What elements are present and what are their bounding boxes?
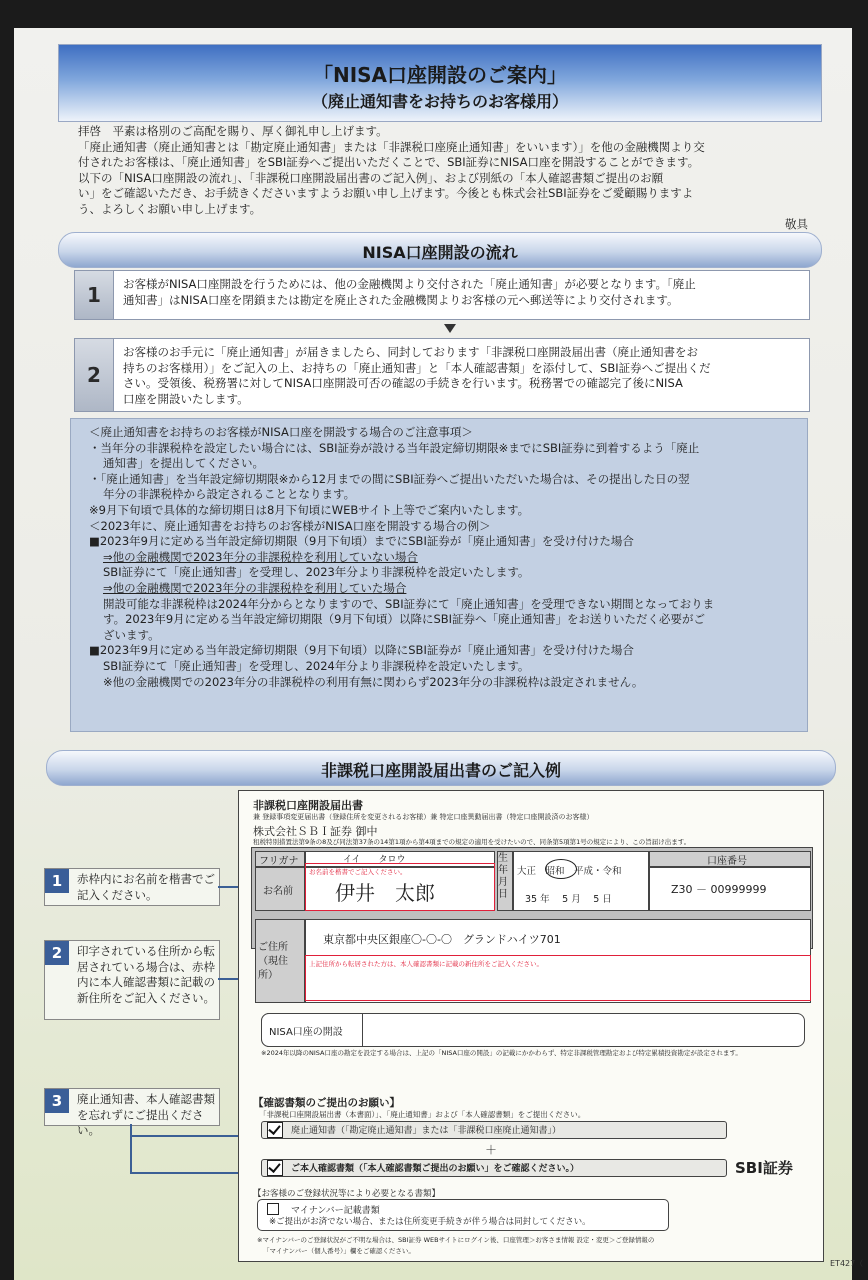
connector-line [130, 1124, 132, 1174]
notes-line: ＜2023年に、廃止通知書をお持ちのお客様がNISA口座を開設する場合の例＞ [89, 518, 491, 533]
notes-line: ⇒他の金融機関で2023年分の非課税枠を利用していた場合 [103, 580, 407, 595]
name-value: 伊井 太郎 [335, 881, 435, 905]
step-line: 通知書」はNISA口座を閉鎖または勘定を廃止された金融機関よりお客様の元へ郵送等により交付されます。 [123, 292, 679, 307]
step-line: お客様がNISA口座開設を行うためには、他の金融機関より交付された「廃止通知書」が必要となります。「廃止 [123, 277, 696, 291]
check1-label: 廃止通知書（「勘定廃止通知書」または「非課税口座廃止通知書」） [291, 1126, 562, 1136]
form-title: 非課税口座開設届出書 [253, 799, 363, 812]
step-line: 口座を開設いたします。 [123, 391, 249, 406]
step-line: お客様のお手元に「廃止通知書」が届きましたら、同封しております「非課税口座開設届出書（廃止通知書をお [123, 345, 698, 359]
notes-box [70, 418, 808, 732]
furigana-value: イイ タロウ [343, 855, 406, 865]
account-label: 口座番号 [707, 856, 747, 867]
flow-heading-bar [58, 232, 822, 268]
nisa-note: ※2024年以降のNISA口座の勘定を設定する場合は、上記の「NISA口座の開設」の記載にかかわらず、特定非課税管理勘定および特定累積投資勘定が設定されます。 [261, 1049, 742, 1057]
connector-line [130, 1135, 248, 1137]
intro-line: 以下の「NISA口座開設の流れ」、「非課税口座開設届出書のご記入例」、および別紙の「本人確認書類ご提出のお願 [78, 170, 664, 185]
confirm-heading: 【確認書類のご提出のお願い】 [253, 1097, 400, 1109]
check1-checkbox[interactable] [267, 1122, 283, 1138]
footnote-line-1: ※マイナンバーのご登録状況がご不明な場合は、SBI証券 WEBサイトにログイン後、口座管理＞お客さま情報 設定・変更＞ご登録情報の [257, 1236, 655, 1244]
callout-number: 2 [45, 941, 69, 965]
mynumber-note: ※ご提出がお済でない場合、または住所変更手続きが伴う場合は同封してください。 [269, 1217, 591, 1227]
form-law-text: 租税特別措置法第9条の8及び同法第37条の14第1項から第4項までの規定の適用を受けたいので、同条第5項第1号の規定により、この旨届け出ます。 [253, 838, 691, 846]
mynumber-label: マイナンバー記載書類 [291, 1206, 380, 1216]
callout-2 [44, 940, 220, 1020]
birth-label: 生年月日 [498, 853, 508, 900]
flow-step-1 [74, 270, 810, 320]
step-text [123, 345, 801, 407]
example-heading-bar [46, 750, 836, 786]
notes-line: SBI証券にて「廃止通知書」を受理し、2024年分より非課税枠を設定いたします。 [103, 658, 530, 673]
address-hint: 上記住所から転居された方は、本人確認書類に記載の新住所をご記入ください。 [309, 960, 543, 968]
step-text [123, 277, 801, 308]
step-line: 持ちのお客様用）」をご記入の上、お持ちの「廃止通知書」と「本人確認書類」を添付して、SBI証券へご提出くだ [123, 360, 711, 375]
sample-form [238, 790, 824, 1262]
example-heading: 非課税口座開設届出書のご記入例 [320, 761, 561, 780]
callout-text: 印字されている住所から転居されている場合は、赤枠内に本人確認書類に記載の新住所をご記入ください。 [77, 944, 215, 1005]
notes-line: ・当年分の非課税枠を設定したい場合には、SBI証券が設ける当年設定締切期限※までにSBI証券に到着するよう「廃止 [89, 440, 700, 455]
sbi-logo: SBI証券 [735, 1159, 793, 1177]
notes-line: ざいます。 [103, 627, 160, 642]
intro-text [78, 124, 808, 233]
notes-line: 通知書」を提出してください。 [103, 456, 264, 471]
notes-line: ■2023年9月に定める当年設定締切期限（9月下旬頃）までにSBI証券が「廃止通知書」を受け付けた場合 [89, 534, 634, 549]
notes-line: ※他の金融機関での2023年分の非課税枠の利用有無に関わらず2023年分の非課税枠は設定されません。 [103, 674, 644, 689]
notes-line: ■2023年9月に定める当年設定締切期限（9月下旬頃）以降にSBI証券が「廃止通知書」を受け付けた場合 [89, 643, 634, 658]
era-selected-circle [545, 859, 577, 879]
status-heading: 【お客様のご登録状況等により必要となる書類】 [253, 1189, 441, 1199]
notes-line: ⇒他の金融機関で2023年分の非課税枠を利用していない場合 [103, 549, 418, 564]
intro-line: 付されたお客様は、「廃止通知書」をSBI証券へご提出いただくことで、SBI証券にNISA口座を開設することができます。 [78, 155, 700, 169]
notes-line: ＜廃止通知書をお持ちのお客様がNISA口座を開設する場合のご注意事項＞ [89, 425, 473, 439]
connector-line [218, 978, 240, 980]
notes-line: ・「廃止通知書」を当年設定締切期限※から12月までの間にSBI証券へご提出いただいた場合は、その提出した日の翌 [89, 471, 690, 486]
callout-number: 1 [45, 869, 69, 893]
flow-step-2 [74, 338, 810, 412]
notes-line: 年分の非課税枠から設定されることとなります。 [103, 487, 356, 502]
connector-line [130, 1172, 248, 1174]
notes-line: 開設可能な非課税枠は2024年分からとなりますので、SBI証券にて「廃止通知書」を受理できない期間となっておりま [103, 596, 715, 611]
step-number: 2 [75, 339, 114, 411]
callout-text: 廃止通知書、本人確認書類を忘れずにご提出ください。 [77, 1092, 215, 1137]
intro-closing: 敬具 [785, 217, 808, 231]
notes-line: ※9月下旬頃で具体的な締切期日は8月下旬頃にWEBサイト上等でご案内いたします。 [89, 502, 530, 517]
name-hint: お名前を楷書でご記入ください。 [309, 868, 407, 876]
check2-checkbox[interactable] [267, 1160, 283, 1176]
furigana-label: フリガナ [259, 856, 299, 867]
intro-line: う、よろしくお願い申し上げます。 [78, 201, 262, 216]
callout-3 [44, 1088, 220, 1137]
check2-label: ご本人確認書類（「本人確認書類ご提出のお願い」をご確認ください。） [291, 1164, 580, 1174]
account-number: Z30 － 00999999 [671, 883, 767, 896]
form-addressee: 株式会社ＳＢＩ証券 御中 [253, 825, 378, 838]
confirm-subtext: 「非課税口座開設届出書（本書面）」、「廃止通知書」および「本人確認書類」をご提出ください。 [259, 1110, 586, 1119]
connector-line [218, 886, 240, 888]
mynumber-checkbox[interactable] [267, 1203, 279, 1215]
notes-line: す。2023年9月に定める当年設定締切期限（9月下旬頃）以降にSBI証券へ「廃止通知書」をお送りいただく必要がご [103, 612, 706, 627]
callout-1 [44, 868, 220, 906]
notes-line: SBI証券にて「廃止通知書」を受理し、2023年分より非課税枠を設定いたします。 [103, 565, 530, 580]
form-note: 兼 登録事項変更届出書（登録住所を変更されるお客様）兼 特定口座異動届出書（特定口座開設済のお客様） [253, 813, 594, 821]
form-code: ET427（ [830, 1259, 864, 1268]
title-banner [58, 44, 822, 122]
flow-heading: NISA口座開設の流れ [362, 243, 518, 262]
era-options: 大正 昭和 平成・令和 [517, 866, 622, 877]
document-subtitle: （廃止通知書をお持ちのお客様用） [311, 92, 568, 111]
address-label: ご住所（現住所） [258, 942, 288, 981]
document-title: 「NISA口座開設のご案内」 [312, 63, 568, 87]
address-value: 東京都中央区銀座〇-〇-〇 グランドハイツ701 [323, 933, 561, 946]
footnote-line-2: 「マイナンバー（個人番号）」欄をご確認ください。 [263, 1247, 415, 1255]
callout-number: 3 [45, 1089, 69, 1113]
birth-date: 35 年 5 月 5 日 [525, 894, 612, 905]
name-label: お名前 [263, 886, 293, 897]
nisa-open-label: NISA口座の開設 [269, 1027, 343, 1038]
step-number: 1 [75, 271, 114, 319]
callout-text: 赤枠内にお名前を楷書でご記入ください。 [77, 872, 215, 902]
intro-line: 「廃止通知書（廃止通知書とは「勘定廃止通知書」または「非課税口座廃止通知書」をいいます）」を他の金融機関より交 [78, 139, 705, 154]
down-arrow-icon [444, 324, 456, 333]
intro-line: 拝啓 平素は格別のご高配を賜り、厚く御礼申し上げます。 [78, 124, 388, 138]
intro-line: い」をご確認いただき、お手続きくださいますようお願い申し上げます。今後とも株式会社SBI証券をご愛顧賜りますよ [78, 186, 694, 200]
plus-sign: ＋ [485, 1143, 498, 1157]
step-line: さい。受領後、税務署に対してNISA口座開設可否の確認の手続きを行います。税務署での確認完了後にNISA [123, 376, 683, 390]
